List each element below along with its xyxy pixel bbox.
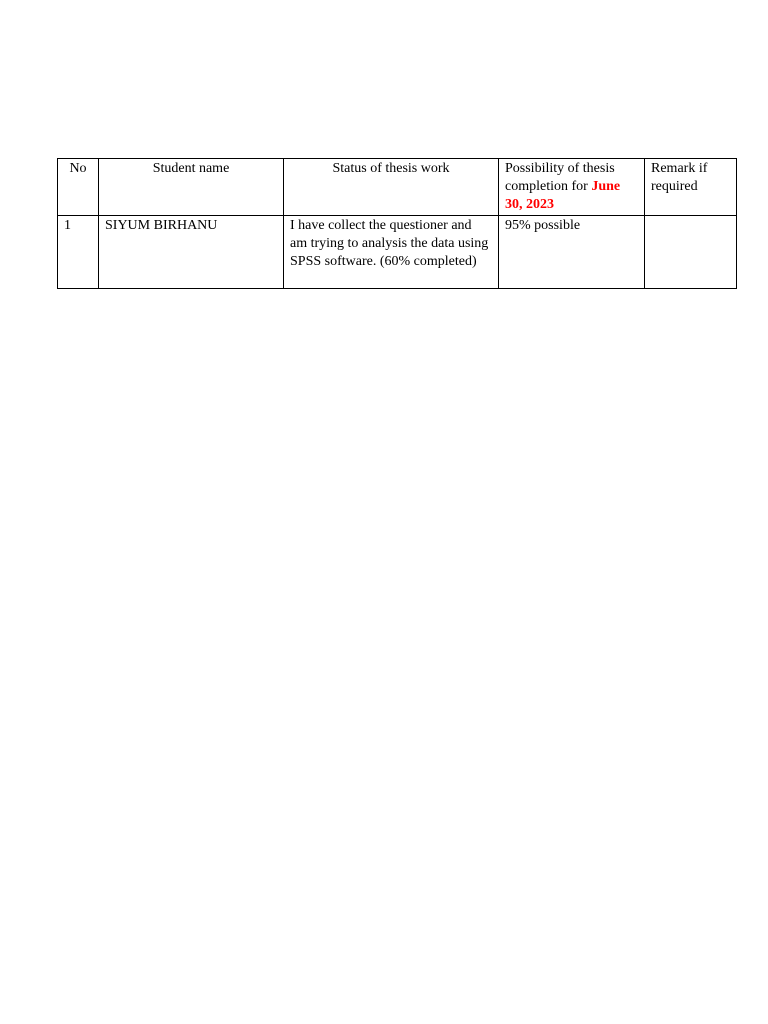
header-student-name: Student name [99, 159, 284, 216]
cell-possibility: 95% possible [499, 216, 645, 289]
cell-student-name: SIYUM BIRHANU [99, 216, 284, 289]
cell-no: 1 [58, 216, 99, 289]
header-possibility [499, 159, 645, 216]
table-header-row [58, 159, 737, 216]
thesis-status-table [57, 158, 737, 289]
cell-remark [645, 216, 737, 289]
header-no: No [58, 159, 99, 216]
header-possibility-deadline: June 30, 2023 [505, 179, 621, 212]
header-remark: Remark if required [645, 159, 737, 216]
header-possibility-prefix: Possibility of thesis completion for [505, 161, 615, 194]
cell-status: I have collect the questioner and am trying to analysis the data using SPSS software. (60% completed) [284, 216, 499, 289]
table-row [58, 216, 737, 289]
header-status: Status of thesis work [284, 159, 499, 216]
